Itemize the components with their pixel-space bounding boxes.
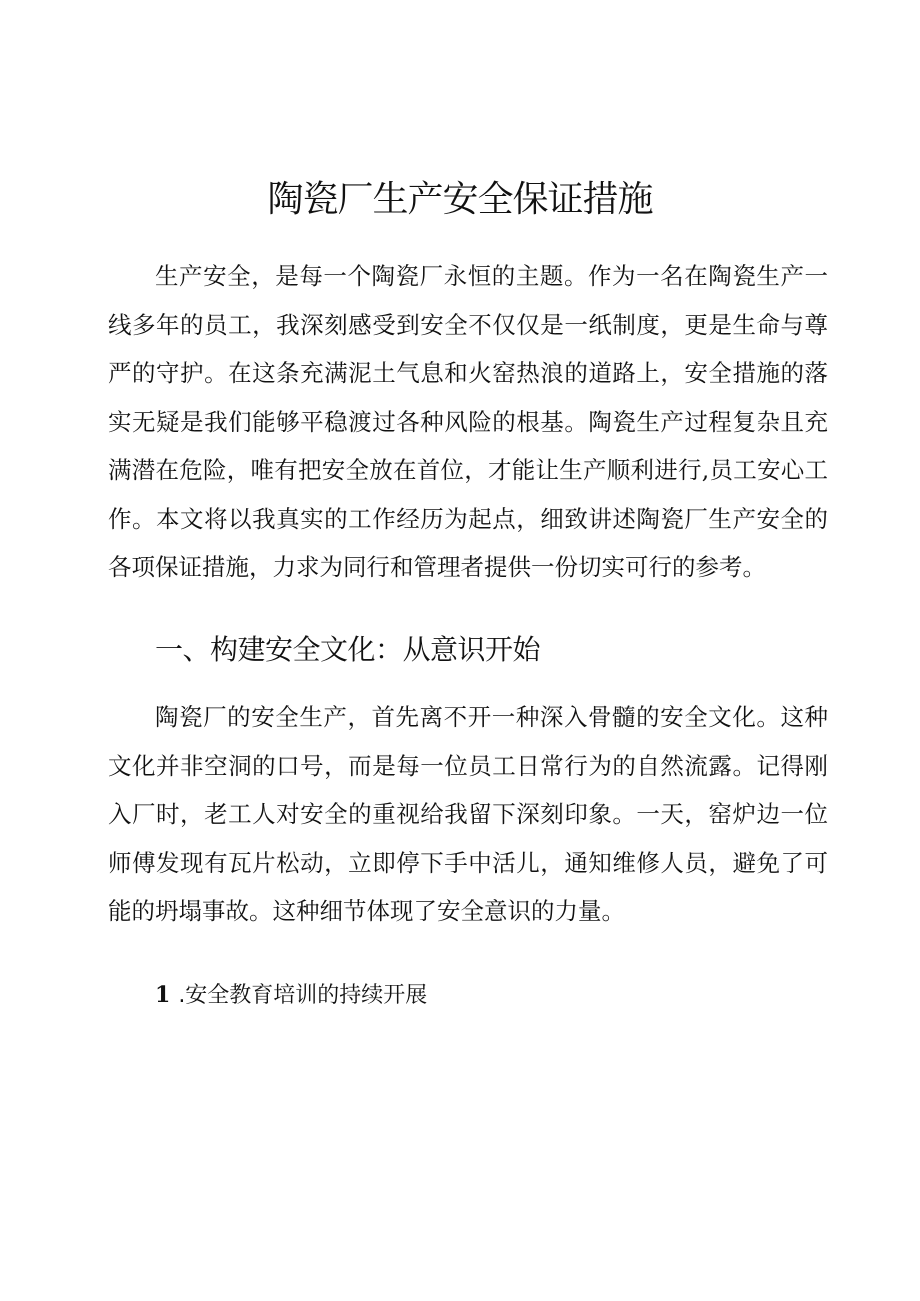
subsection-title: .安全教育培训的持续开展 [178,983,428,1008]
subsection-heading [155,977,427,1014]
section-paragraph: 陶瓷厂的安全生产，首先离不开一种深入骨髓的安全文化。这种文化并非空洞的口号，而是每一位员工日常行为的自然流露。记得刚入厂时，老工人对安全的重视给我留下深刻印象。一天，窑炉边一位师傅发现有瓦片松动，立即停下手中活儿，通知维修人员，避免了可能的坍塌事故。这种细节体现了安全意识的力量。 [108,703,828,925]
document-title: 陶瓷厂生产安全保证措施 [267,179,653,220]
subsection-number: 1 [155,982,171,1008]
intro-paragraph: 生产安全，是每一个陶瓷厂永恒的主题。作为一名在陶瓷生产一线多年的员工，我深刻感受到安全不仅仅是一纸制度，更是生命与尊严的守护。在这条充满泥土气息和火窑热浪的道路上，安全措施的落实无疑是我们能够平稳渡过各种风险的根基。陶瓷生产过程复杂且充满潜在危险，唯有把安全放在首位，才能让生产顺利进行,员工安心工作。本文将以我真实的工作经历为起点，细致讲述陶瓷厂生产安全的各项保证措施，力求为同行和管理者提供一份切实可行的参考。 [108,262,828,581]
section-heading: 一、构建安全文化：从意识开始 [155,633,541,666]
